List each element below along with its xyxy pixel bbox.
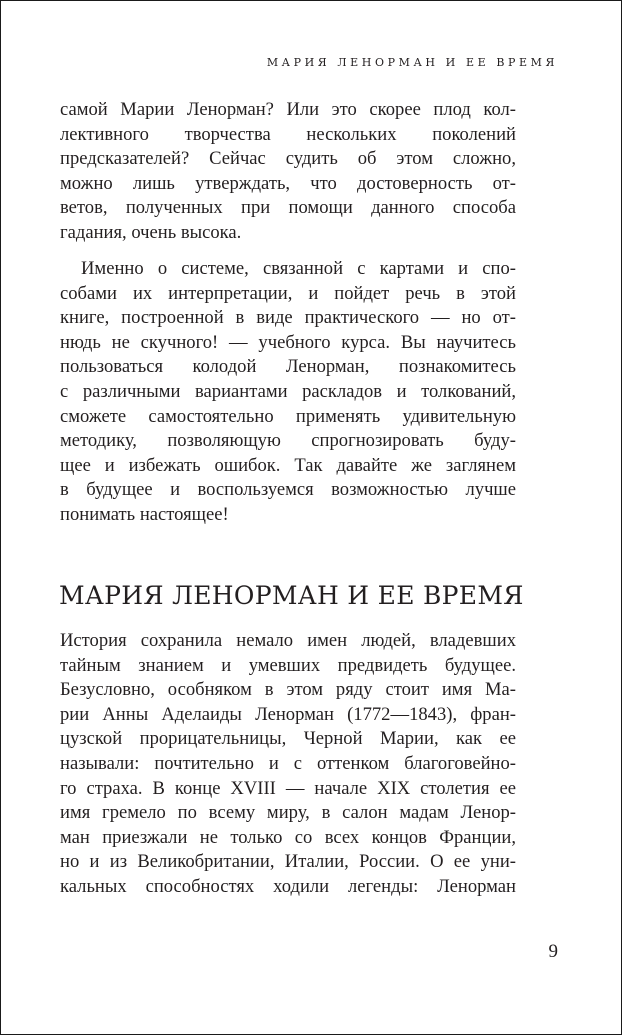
text-line: книге, построенной в виде практического — но от-	[60, 307, 516, 329]
text-line: понимать настоящее!	[60, 503, 229, 525]
text-line: сможете самостоятельно применять удивительную	[60, 405, 516, 427]
text-line: Безусловно, особняком в этом ряду стоит имя Ма-	[60, 679, 516, 701]
text-line: История сохранила немало имен людей, владевших	[60, 630, 516, 651]
text-line: рии Анны Аделаиды Ленорман (1772—1843), фран-	[60, 703, 516, 725]
running-head: МАРИЯ ЛЕНОРМАН И ЕЕ ВРЕМЯ	[266, 56, 558, 69]
text-line: самой Марии Ленорман? Или это скорее плод кол-	[60, 99, 516, 120]
text-line: имя гремело по всему миру, в салон мадам Ленор-	[60, 802, 516, 824]
paragraph-continuation	[60, 98, 516, 246]
page-number: 9	[548, 941, 558, 962]
paragraph-intro	[60, 257, 516, 528]
text-line: пользоваться колодой Ленорман, познакомитесь	[60, 356, 516, 378]
text-line: тайным знанием и умевших предвидеть будущее.	[60, 654, 516, 676]
paragraph-history	[60, 629, 516, 900]
text-line: методику, позволяющую спрогнозировать буду-	[60, 430, 516, 452]
text-line: но и из Великобритании, Италии, России. О ее уни-	[60, 851, 516, 873]
text-line: предсказателей? Сейчас судить об этом сложно,	[60, 148, 516, 170]
text-line: лективного творчества нескольких поколений	[60, 123, 516, 145]
text-line: собами их интерпретации, и пойдет речь в этой	[60, 282, 516, 304]
text-line: ман приезжали не только со всех концов Франции,	[60, 826, 516, 848]
text-line: нюдь не скучного! — учебного курса. Вы научитесь	[60, 331, 516, 353]
text-line: ветов, полученных при помощи данного способа	[60, 197, 516, 219]
text-line: щее и избежать ошибок. Так давайте же заглянем	[60, 454, 516, 476]
text-line: с различными вариантами раскладов и толкований,	[60, 380, 516, 402]
text-line: го страха. В конце XVIII — начале XIX столетия ее	[60, 777, 516, 799]
text-line: цузской прорицательницы, Черной Марии, как ее	[60, 728, 516, 750]
text-line: в будущее и воспользуемся возможностью лучше	[60, 479, 516, 501]
text-line: можно лишь утверждать, что достоверность от-	[60, 172, 516, 194]
text-line: называли: почтительно и с оттенком благоговейно-	[60, 752, 516, 774]
text-line: кальных способностях ходили легенды: Ленорман	[60, 875, 516, 897]
text-line: Именно о системе, связанной с картами и спо-	[81, 258, 516, 279]
text-line: гадания, очень высока.	[60, 221, 242, 243]
section-title: МАРИЯ ЛЕНОРМАН И ЕЕ ВРЕМЯ	[59, 581, 524, 610]
